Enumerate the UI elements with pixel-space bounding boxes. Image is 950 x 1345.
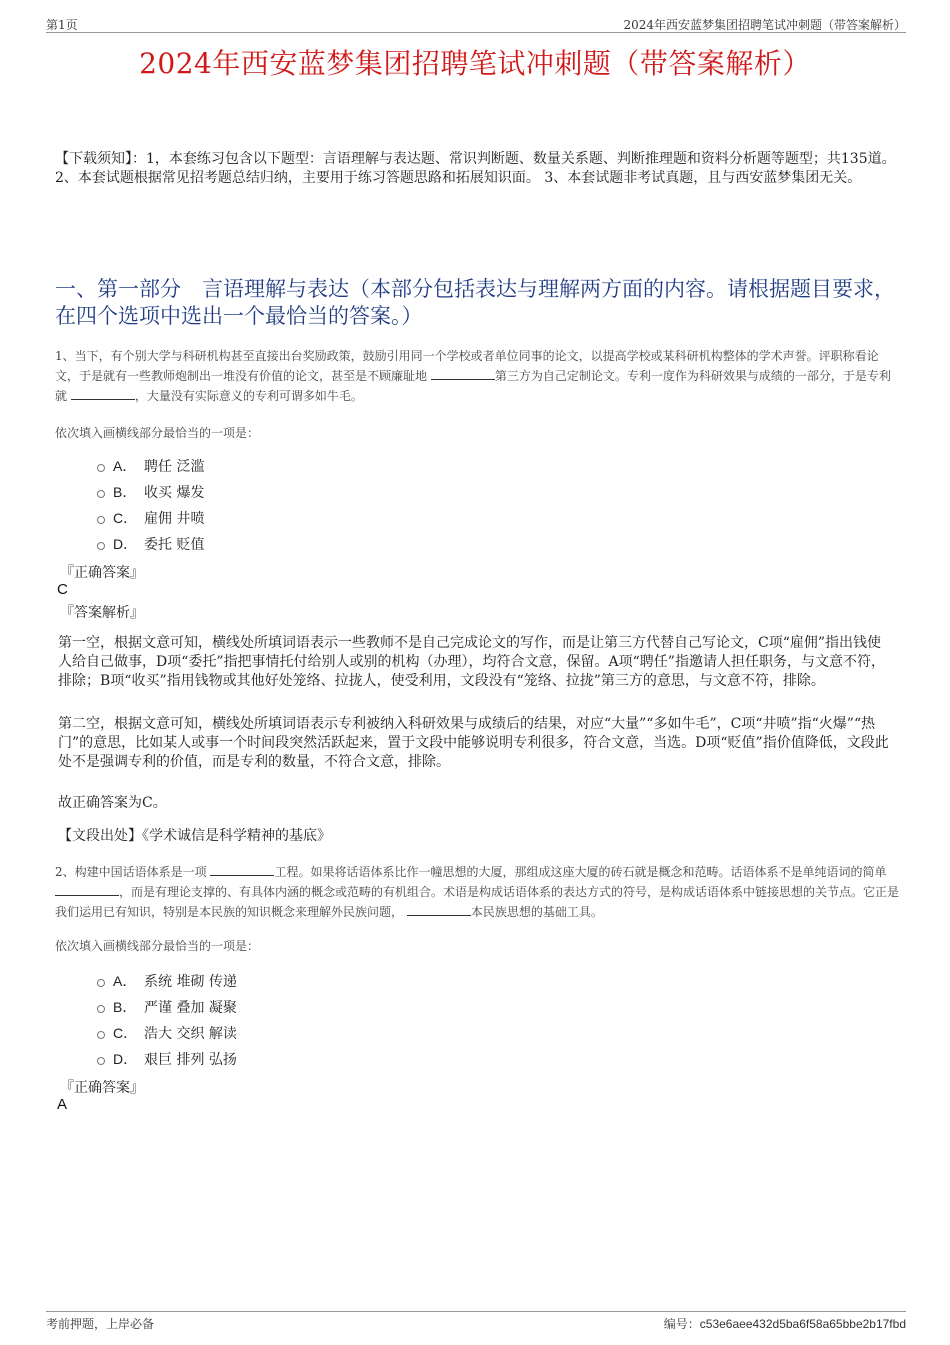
document-code — [664, 1315, 906, 1332]
code-value: c53e6aee432d5ba6f58a65bbe2b17fbd — [699, 1317, 906, 1331]
page-footer — [46, 1311, 906, 1330]
q1-text-part-a: 1、当下，有个别大学与科研机构甚至直接出台奖励政策，鼓励引用同一个学校或者单位同事的论文，以提高学校或某科研机构整体的学术声誉。评职称看论文，于是就有一些教师炮制出一堆没有价值的论文，甚至是不顾廉耻地 — [55, 349, 879, 383]
answer-blank — [210, 865, 274, 876]
option-text: 系统 堆砌 传递 — [144, 974, 237, 990]
q1-text-part-c: ，大量没有实际意义的专利可谓多如牛毛。 — [134, 389, 363, 403]
option-a[interactable] — [97, 453, 204, 479]
q2-text-part-a: 2、构建中国话语体系是一项 — [55, 865, 211, 879]
option-letter: C． — [113, 510, 138, 526]
question-1-text — [55, 346, 900, 406]
option-d[interactable] — [97, 1046, 237, 1072]
analysis-conclusion: 故正确答案为C。 — [58, 795, 167, 811]
question-2-text — [55, 862, 900, 922]
q2-text-part-b: 工程。如果将话语体系比作一幢思想的大厦，那组成这座大厦的砖石就是概念和范畴。话语体系不是单纯语词的简单 — [274, 865, 887, 879]
answer-blank — [55, 885, 119, 896]
option-text: 雇佣 井喷 — [144, 511, 205, 527]
option-b[interactable] — [97, 994, 237, 1020]
question-2-prompt: 依次填入画横线部分最恰当的一项是： — [55, 939, 260, 953]
option-letter: C． — [113, 1025, 138, 1041]
analysis-paragraph-2: 第二空，根据文意可知，横线处所填词语表示专利被纳入科研效果与成绩后的结果，对应“大量”“多如牛毛”，C项“井喷”指“火爆”“热门”的意思，比如某人或事一个时间段突然活跃起来，置于文段中能够说明专利很多，符合文意，当选。D项“贬值”指价值降低，文段此处不是强调专利的价值，而是专利的数量，不符合文意，排除。 — [58, 716, 889, 770]
answer-blank — [431, 369, 495, 380]
option-letter: A． — [113, 973, 137, 989]
option-text: 委托 贬值 — [144, 537, 205, 553]
radio-icon[interactable] — [97, 516, 105, 524]
option-text: 收买 爆发 — [144, 485, 205, 501]
header-doc-title: 2024年西安蓝梦集团招聘笔试冲刺题（带答案解析） — [623, 18, 906, 32]
option-letter: B． — [113, 999, 137, 1015]
option-text: 聘任 泛滥 — [144, 459, 205, 475]
answer-label: 『正确答案』 — [60, 565, 144, 581]
radio-icon[interactable] — [97, 1005, 105, 1013]
radio-icon[interactable] — [97, 490, 105, 498]
radio-icon[interactable] — [97, 979, 105, 987]
q2-text-part-d: 本民族思想的基础工具。 — [470, 905, 603, 919]
option-b[interactable] — [97, 479, 204, 505]
option-text: 艰巨 排列 弘扬 — [144, 1052, 237, 1068]
option-letter: A． — [113, 458, 137, 474]
answer-blank — [407, 905, 471, 916]
option-c[interactable] — [97, 1020, 237, 1046]
option-c[interactable] — [97, 505, 204, 531]
document-title: 2024年西安蓝梦集团招聘笔试冲刺题（带答案解析） — [139, 47, 811, 80]
answer-value: A — [57, 1096, 68, 1113]
footer-slogan: 考前押题，上岸必备 — [46, 1317, 155, 1331]
analysis-paragraph-1: 第一空，根据文意可知，横线处所填词语表示一些教师不是自己完成论文的写作，而是让第三方代替自己写论文，C项“雇佣”指出钱使人给自己做事，D项“委托”指把事情托付给别人或别的机构（办理），均符合文意，保留。A项“聘任”指邀请人担任职务，与文意不符，排除；B项“收买”指用钱物或其他好处笼络、拉拢人，使受利用，文段没有“笼络、拉拢”第三方的意思，与文意不符，排除。 — [58, 635, 885, 689]
answer-blank — [71, 389, 135, 400]
answer-value: C — [57, 581, 68, 598]
option-letter: D． — [113, 536, 138, 552]
option-d[interactable] — [97, 531, 204, 557]
option-letter: B． — [113, 484, 137, 500]
question-1-prompt: 依次填入画横线部分最恰当的一项是： — [55, 426, 260, 440]
page-header — [46, 14, 906, 33]
radio-icon[interactable] — [97, 464, 105, 472]
radio-icon[interactable] — [97, 1057, 105, 1065]
text-source: 【文段出处】《学术诚信是科学精神的基底》 — [58, 828, 331, 844]
radio-icon[interactable] — [97, 542, 105, 550]
section-heading: 一、第一部分 言语理解与表达（本部分包括表达与理解两方面的内容。请根据题目要求，在四个选项中选出一个最恰当的答案。） — [55, 277, 895, 328]
question-2-options — [97, 968, 237, 1072]
radio-icon[interactable] — [97, 1031, 105, 1039]
q1-text-part-b: 第三方为自己定制论文。专利一度作为科研效果与成绩的一部分，于是专利就 — [55, 369, 891, 403]
q2-text-part-c: ，而是有理论支撑的、有具体内涵的概念或范畴的有机组合。术语是构成话语体系的表达方式的符号，是构成话语体系中链接思想的关节点。它正是我们运用已有知识，特别是本民族的知识概念来理解外民族问题， — [55, 885, 900, 919]
analysis-label: 『答案解析』 — [60, 605, 144, 621]
code-label: 编号： — [663, 1317, 700, 1331]
option-text: 浩大 交织 解读 — [144, 1026, 237, 1042]
question-1-options — [97, 453, 204, 557]
option-letter: D． — [113, 1051, 138, 1067]
page-number: 第1页 — [46, 18, 78, 32]
download-notice: 【下载须知】：1，本套练习包含以下题型：言语理解与表达题、常识判断题、数量关系题、判断推理题和资料分析题等题型；共135道。 2、本套试题根据常见招考题总结归纳，主要用于练习答题思路和拓展知识面。 3、本套试题非考试真题，且与西安蓝梦集团无关。 — [55, 151, 896, 186]
option-a[interactable] — [97, 968, 237, 994]
answer-label: 『正确答案』 — [60, 1080, 144, 1096]
option-text: 严谨 叠加 凝聚 — [144, 1000, 237, 1016]
